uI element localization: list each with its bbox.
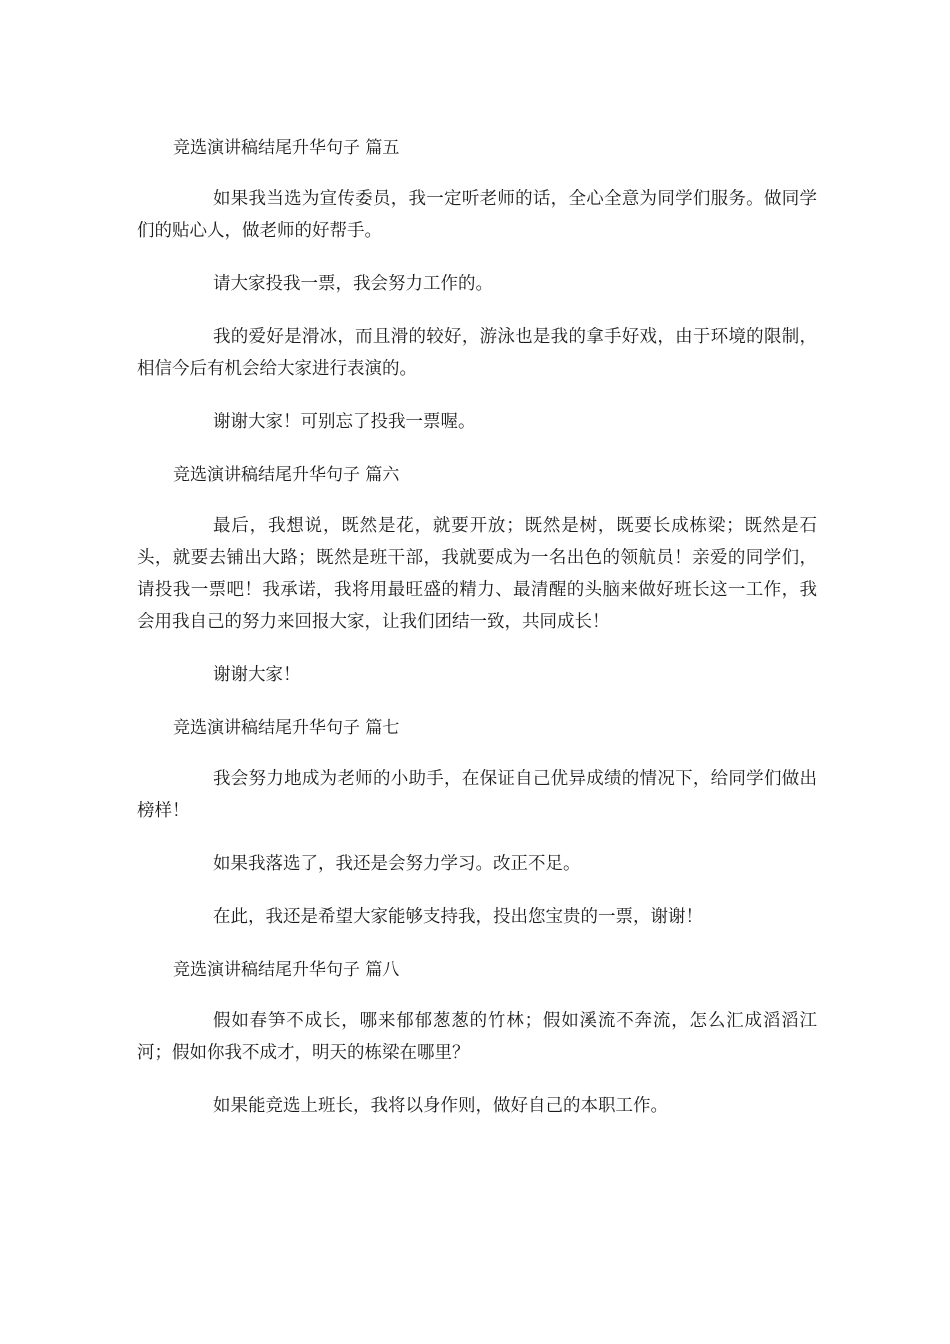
paragraph: 最后，我想说，既然是花，就要开放；既然是树，既要长成栋梁；既然是石头，就要去铺出大路；既然是班干部，我就要成为一名出色的领航员！亲爱的同学们，请投我一票吧！我承诺，我将用最旺盛的精力、最清醒的头脑来做好班长这一工作，我会用我自己的努力来回报大家，让我们团结一致，共同成长！ (137, 516, 817, 632)
paragraph: 如果能竞选上班长，我将以身作则，做好自己的本职工作。 (213, 1096, 668, 1116)
paragraph: 请大家投我一票，我会努力工作的。 (213, 274, 493, 294)
section-heading-8: 竞选演讲稿结尾升华句子 篇八 (173, 960, 400, 980)
section-heading-5: 竞选演讲稿结尾升华句子 篇五 (173, 138, 400, 158)
document-body (137, 132, 817, 1143)
paragraph: 我会努力地成为老师的小助手，在保证自己优异成绩的情况下，给同学们做出榜样！ (137, 769, 817, 821)
paragraph: 在此，我还是希望大家能够支持我，投出您宝贵的一票，谢谢！ (213, 907, 703, 927)
paragraph: 假如春笋不成长，哪来郁郁葱葱的竹林；假如溪流不奔流，怎么汇成滔滔江河；假如你我不成才，明天的栋梁在哪里？ (137, 1011, 817, 1063)
paragraph: 如果我当选为宣传委员，我一定听老师的话，全心全意为同学们服务。做同学们的贴心人，做老师的好帮手。 (137, 189, 817, 241)
paragraph: 如果我落选了，我还是会努力学习。改正不足。 (213, 854, 581, 874)
section-heading-6: 竞选演讲稿结尾升华句子 篇六 (173, 465, 400, 485)
paragraph: 谢谢大家！可别忘了投我一票喔。 (213, 412, 476, 432)
section-heading-7: 竞选演讲稿结尾升华句子 篇七 (173, 718, 400, 738)
paragraph: 谢谢大家！ (213, 665, 301, 685)
paragraph: 我的爱好是滑冰，而且滑的较好，游泳也是我的拿手好戏，由于环境的限制，相信今后有机会给大家进行表演的。 (137, 327, 817, 379)
